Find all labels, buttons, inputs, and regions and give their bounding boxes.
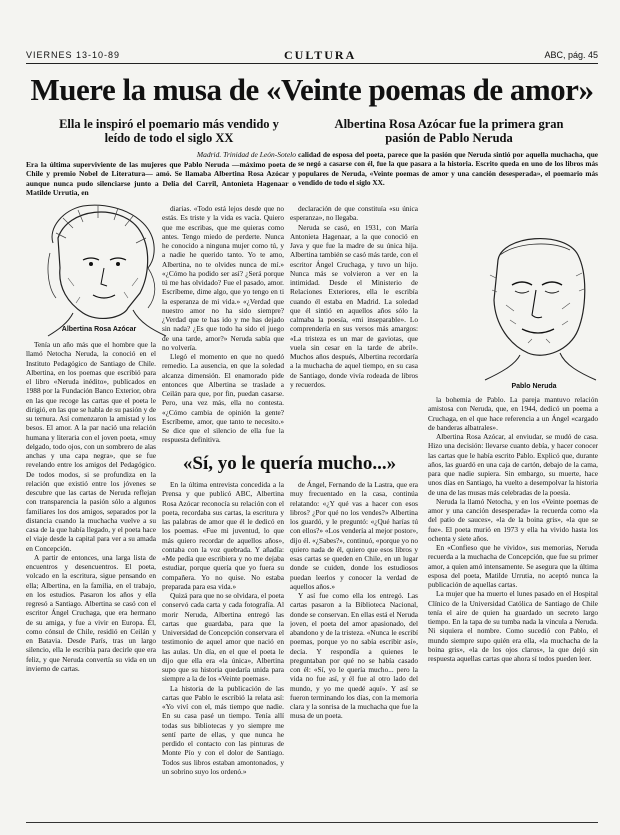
headline: Muere la musa de «Veinte poemas de amor» — [30, 72, 594, 107]
col3b-paragraph: de Ángel, Fernando de la Lastra, que era muy frecuentado en la casa, continúa relatando: «¿Y qué vas a hacer con esos libros? ¿Por qué no los vendes?» Albertina los guardó, y le preguntó: «¿Qué harías tú con ellos?» «Los vendería al mejor postor», dijo él. «¿Sabes?», continuó, «porque yo no quiero nada de él, quiero que esos libros y esas cartas se queden en Chile, en un lugar donde se cuiden, donde los estudiosos puedan leerlos y conocer la verdad de aquellos años.» — [290, 480, 418, 591]
col2a-paragraph: diarias. «Todo está lejos desde que no estás. Es triste y la vida es vacía. Quiero que me escribas, que me quieras como antes. Tengo miedo de perderte. Nunca he conocido a ninguna mujer como tú, y a nadie he querido tanto. Yo te amo, Albertina, no te olvides nunca de mí.» «¿Cómo ha podido ser así? ¿Será porque tú me has olvidado? Fue el pasado, amor. Escríbeme, dime algo, que yo tengo en ti la esperanza de mi vida.» «¿Verdad que nuestro amor no ha sido siempre? ¿Verdad que te has ido y me has dejado sin nada? ¿Es que todo ha sido el juego de una tarde, amor?» Neruda sabía que no volvería. — [162, 204, 284, 352]
col2b-paragraph: En la última entrevista concedida a la Prensa y que publicó ABC, Albertina Rosa Azócar reconocía su relación con el poeta, recordaba sus cartas, la escritura y las palabras de amor que él le dedicó en los poemas. «Fue mi juventud, lo que más quiero recordar de aquellos años», contaba con la voz quebrada. Y añadía: «Me pedía que escribiera y no me dejaba estudiar, porque quería que yo fuera su compañera. Yo no quise. No estaba preparada para esa vida.» — [162, 480, 284, 591]
albertina-portrait — [28, 198, 170, 338]
col1-paragraph: Tenía un año más que el hombre que la llamó Netocha Neruda, la conoció en el Instituto Pedagógico de Santiago de Chile. Albertina, en los poemas que escribió para el libro «Neruda inédito», publicados en 1988 por la Fundación Banco Exterior, obra en las que recoge las cartas que el poeta le dirigió, en las que se habla de su pasión y de su ternura. Así comenzaron la amistad y los besos. El amor. A la par nació una relación humana y literaria con el joven poeta, «muy delgado, todo ojos, con un sombrero de alas anchas y una capa negra», que se fue revelando entre los amigos del Pedagógico. De todos modos, si se profundiza en la relación que existió entre los jóvenes se descubre que las cartas de Neruda reflejan con transparencia la pasión sólo a algunos familiares los dos amigos, separados por la distancia cuando la muchacha vuelve a su casa de la que había llegado, y el poeta hace el viaje desde la capital para ver a su amada en Concepción. — [26, 340, 156, 553]
col3a-paragraph: Neruda se casó, en 1931, con María Antonieta Hagenaar, a la que conoció en Java y que fue la madre de su única hija. Albertina también se casó más tarde, con el escritor Ángel Cruchaga, y tuvo un hijo. Nunca más se volvieron a ver en la intimidad. Desde el Ministerio de Relaciones Exteriores, ella le escribía cuando él estaba en Madrid. La soledad que él sintió en aquellos años sólo la calmaba la poesía, «mi inseparable». Lo comprendería en sus versos más amargos: «La tristeza es un mar de gaviotas, que vuela sin cesar en la tarde de abril». Muchos años después, Albertina recordaría a la muchacha de aquel tiempo, en su casa de Santiago, donde vivía rodeada de libros y recuerdos. — [290, 222, 418, 389]
header-page: ABC, pág. 45 — [544, 50, 598, 60]
column-2-top — [162, 204, 284, 448]
col4-paragraph: la bohemia de Pablo. La pareja mantuvo relación amistosa con Neruda, que, en 1944, dedicó un poema a Cruchaga, en el que hace referencia a un Ángel «cargado de banderas albatrales». — [428, 395, 598, 432]
col2b-paragraph: La historia de la publicación de las cartas que Pablo le escribió la relata así: «Yo viví con el, más tiempo que nadie. En su casa pasé un tiempo. Tenía allí todas sus bibliotecas y yo siempre me sentí parte de ellas, y que nunca he perdido el contacto con las pinturas de Monte Pío y con el dolor de Santiago. Todos sus libros estaban amontonados, y un sobrino suyo los ordenó.» — [162, 683, 284, 776]
column-4 — [428, 395, 598, 820]
col2b-paragraph: Quizá para que no se olvidara, el poeta conservó cada carta y cada fotografía. Al morir Neruda, Albertina entregó las cartas que guardaba, para que la Universidad de Concepción conservara el testimonio de aquel amor que nació en las aulas. Un día, en el que el poeta le dijo que ella era «la única», Albertina supo que su historia quedaría unida para siempre a la de los «Veinte poemas». — [162, 591, 284, 684]
mid-subhead: «Sí, yo le quería mucho...» — [182, 453, 397, 474]
col4-paragraph: Neruda la llamó Netocha, y en los «Veinte poemas de amor y una canción desesperada» la recuerda como «la del patio de sauces», «la de la boina gris», «la que se fue». El poeta murió en 1973 y ella ha vivido hasta los ochenta y siete años. — [428, 496, 598, 543]
lead-left: Era la última superviviente de las mujeres que Pablo Neruda —máximo poeta de Chile y premio Nobel de Literatura— amó. Se llamaba Albertina Rosa Azócar y aunque nunca pudo silenciarse junto a Delia del Carril, Antonieta Hagenaar o Matilde Urrutia, en — [26, 160, 296, 197]
subhead-left: Ella le inspiró el poemario más vendido y leído de todo el siglo XX — [59, 117, 279, 145]
byline: Madrid. Trinidad de León-Sotelo — [196, 150, 296, 159]
lead-right: calidad de esposa del poeta, parece que la pasión que Neruda sintió por aquella muchacha, que se negó a casarse con él, fue la que pasara a la historia. Escrito queda en uno de los libros más populares de Neruda, «Veinte poemas de amor y una canción desesperada», el poemario más vendido de todo el siglo XX. — [298, 150, 598, 187]
column-3-bottom — [290, 480, 418, 820]
page-header — [26, 47, 598, 64]
column-1 — [26, 340, 156, 820]
col3b-paragraph: Y así fue como ella los entregó. Las cartas pasaron a la Biblioteca Nacional, donde se conservan. En ellas está el Neruda joven, el poeta del amor apasionado, del abandono y de la tristeza. «Nunca le escribí poemas, porque yo no sabía escribir así», decía. Y respondía a quienes le preguntaban por qué no se había casado con él: «Sí, yo le quería mucho... pero la vida no fue así, y él fue al otro lado del mundo, y yo me quedé aquí». Y así se fueron terminando los días, con la memoria clara y la sonrisa de la muchacha que fue la musa de un poeta. — [290, 591, 418, 721]
col3a-paragraph: declaración de que constituía «su única esperanza», no llegaba. — [290, 204, 418, 223]
col4-paragraph: En «Confieso que he vivido», sus memorias, Neruda recuerda a la muchacha de Concepción, que fue su primer amor, a quien amó intensamente. Se asegura que la última esposa del poeta, Matilde Urrutia, no aceptó nunca la publicación de aquellas cartas. — [428, 543, 598, 589]
header-section: CULTURA — [284, 48, 357, 62]
col4-paragraph: Albertina Rosa Azócar, al enviudar, se mudó de casa. Hizo una decisión: llevarse cuanto debía, y hacer conocer las cartas que le había escrito Pablo. Explicó que, durante años, las guardó en una caja de cartón, debajo de la cama, para que nadie supiera. Sin embargo, su muerte, hace unos días en Santiago, ha vuelto a desempolvar la historia de una de las musas más celebradas de la poesía. — [428, 432, 598, 497]
subhead-right: Albertina Rosa Azócar fue la primera gran pasión de Pablo Neruda — [334, 117, 564, 145]
col2a-paragraph: Llegó el momento en que no quedó remedio. La ausencia, en que la soledad alcanza dimensión. El enamorado pide entonces que Albertina se traslade a Ceilán para que, por fin, puedan casarse. Pero, una vez más, ella no contesta. «¿Cómo cambia de opinión la gente? Escríbeme, amor, que tanto te necesito.» Se dice que el silencio de ella fue la respuesta definitiva. — [162, 352, 284, 445]
column-2-bottom — [162, 480, 284, 820]
col4-paragraph: La mujer que ha muerto el lunes pasado en el Hospital Clínico de la Universidad Católica de Santiago de Chile tenía el aire de quien ha guardado un secreto largo tiempo. En la tapa de su tumba nada la vincula a Neruda. Ni siquiera el nombre. Como sucedió con Pablo, el mundo siempre supo quién era ella, «la muchacha de la boina gris», «la de los ojos claros», la que dejó sin respuesta aquellas cartas que ahora sí todos pueden leer. — [428, 589, 598, 663]
bottom-rule — [26, 822, 598, 823]
column-3-top — [290, 204, 418, 448]
caption-albertina: Albertina Rosa Azócar — [61, 326, 137, 333]
col1-paragraph: A partir de entonces, una larga lista de encuentros y desencuentros. El poeta, volcado en la escritura, sigue pensando en ella; Albertina, en la familia, en el trabajo, en los estudios. Pasaron los años y ella regresó a Santiago. Albertina se casó con el escritor Ángel Cruchaga, que era hermano de su amiga, y fue a vivir en Europa. Él, como cónsul de Chile, residió en Ceilán y en Batavia. Desde París, tras un largo silencio, ella le escribía para decirle que era feliz, y que Neruda convertía su vida en un invierno de cartas. — [26, 552, 156, 673]
header-date: VIERNES 13-10-89 — [26, 50, 121, 60]
caption-neruda: Pablo Neruda — [511, 383, 557, 390]
neruda-portrait — [470, 225, 598, 385]
